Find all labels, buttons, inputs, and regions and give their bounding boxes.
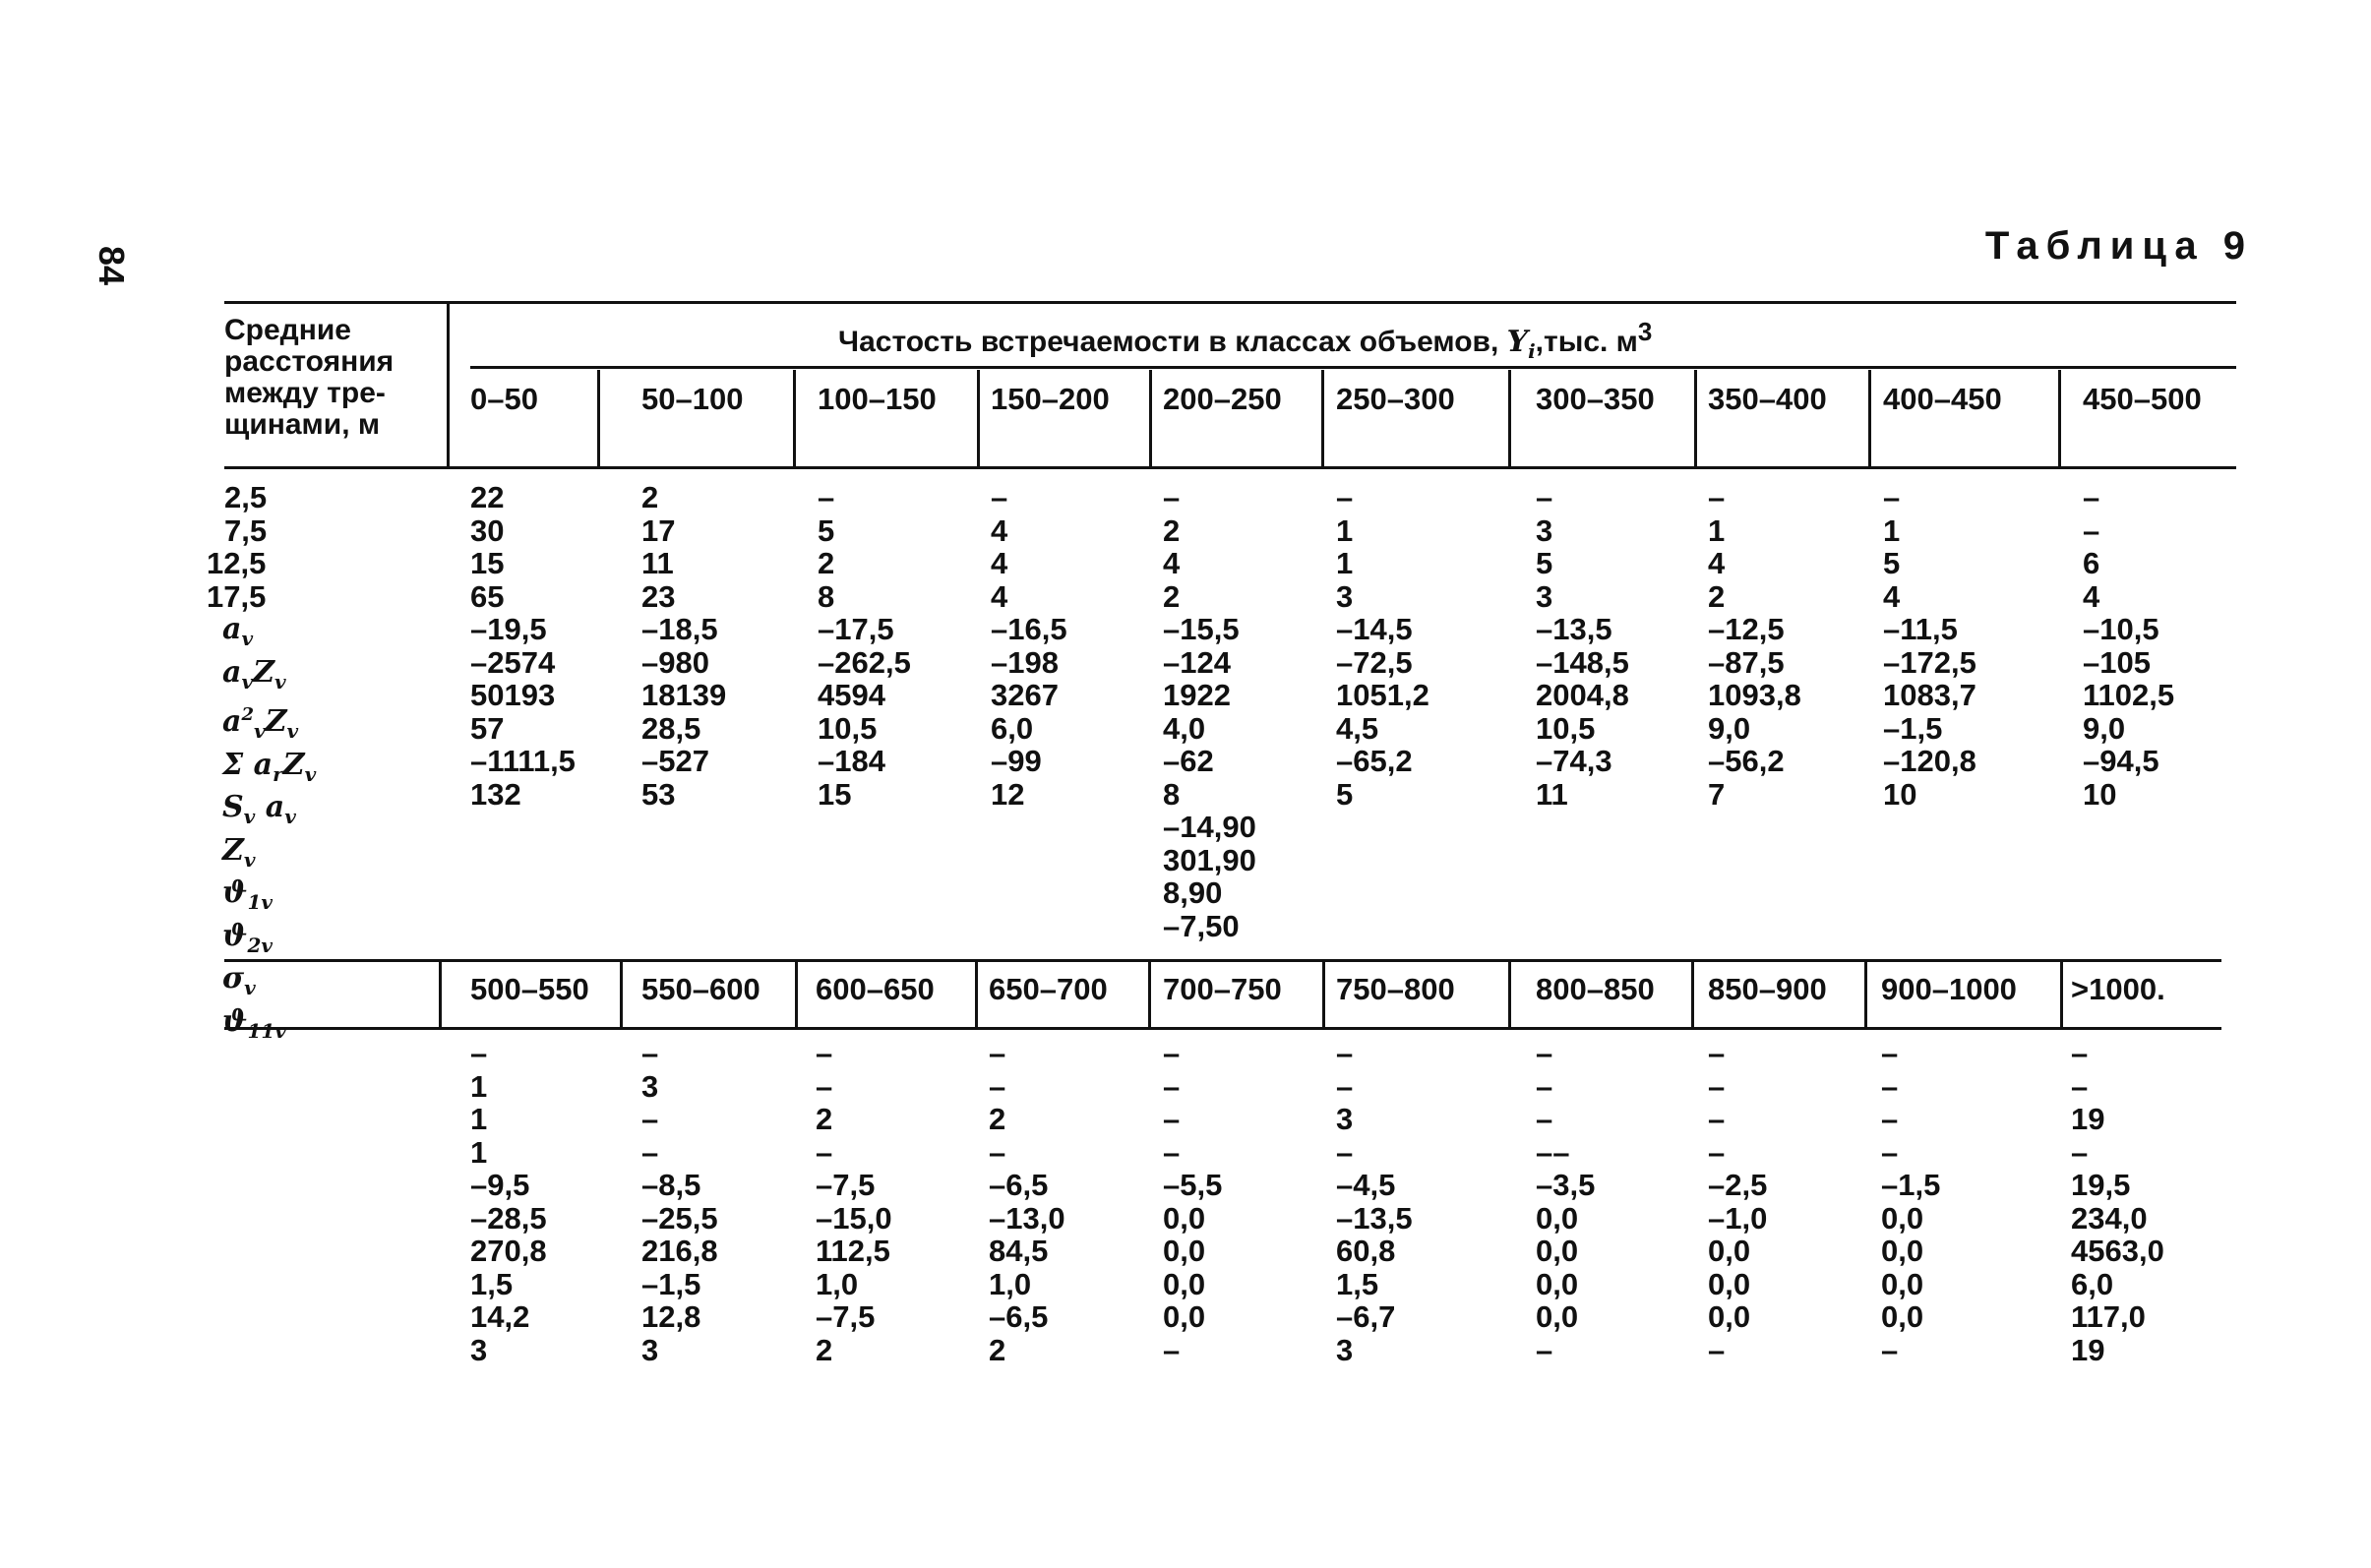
data-column: – – – – –2,5 –1,0 0,0 0,0 0,0 – — [1708, 1036, 1768, 1367]
col-divider — [975, 962, 978, 1027]
data-column: – 1 1 3 –14,5 –72,5 1051,2 4,5 –65,2 5 — [1336, 480, 1429, 812]
symbol-z-v: $Z_v$ — [222, 832, 256, 872]
column-header: 550–600 — [641, 972, 760, 1006]
data-column: – 1 4 2 –12,5 –87,5 1093,8 9,0 –56,2 7 — [1708, 480, 1801, 812]
row-label: 12,5 — [207, 546, 267, 580]
column-header: 400–450 — [1883, 382, 2002, 416]
column-header: 750–800 — [1336, 972, 1455, 1006]
row-label: 2,5 — [224, 480, 268, 514]
symbol-theta-2v: $ϑ_{2v}$ — [222, 918, 274, 957]
column-header: 0–50 — [470, 382, 538, 416]
subheader-rule — [470, 366, 2236, 369]
col-divider — [795, 962, 798, 1027]
data-column: – – – – –5,5 0,0 0,0 0,0 0,0 – — [1163, 1036, 1223, 1367]
symbol-sigma-v: $\sigma_v$ — [222, 961, 256, 999]
col-divider — [1691, 962, 1694, 1027]
group-header-unit: ,тыс. м — [1535, 326, 1638, 358]
col-divider — [1321, 370, 1324, 466]
group-header-main: Частость встречаемости в классах объемов, — [838, 326, 1499, 358]
col-divider — [1694, 370, 1697, 466]
col-divider — [620, 962, 623, 1027]
stub-divider — [447, 301, 450, 466]
col-divider — [1322, 962, 1325, 1027]
data-column: – – 3 – –4,5 –13,5 60,8 1,5 –6,7 3 — [1336, 1036, 1413, 1367]
volume-symbol-sub: i — [1528, 339, 1536, 363]
data-column: – 3 5 3 –13,5 –148,5 2004,8 10,5 –74,3 11 — [1536, 480, 1629, 812]
col-divider — [1508, 962, 1511, 1027]
symbol-labels — [222, 613, 316, 1048]
column-header: 150–200 — [991, 382, 1110, 416]
page-number: 84 — [91, 246, 132, 286]
column-header: 650–700 — [989, 972, 1108, 1006]
column-header: 850–900 — [1708, 972, 1827, 1006]
data-column: – 1 1 1 –9,5 –28,5 270,8 1,5 14,2 3 — [470, 1036, 547, 1367]
block2-header-bottom-rule — [224, 1027, 2221, 1030]
header-bottom-rule — [224, 466, 2236, 469]
data-column: – 2 4 2 –15,5 –124 1922 4,0 –62 8 –14,90 301,90 8,90 –7,50 — [1163, 480, 1256, 943]
symbol-s-v-a-v: $S_v$ $a_v$ — [222, 790, 296, 828]
data-column: – – – – –1,5 0,0 0,0 0,0 0,0 – — [1881, 1036, 1941, 1367]
data-column: 2 17 11 23 –18,5 –980 18139 28,5 –527 53 — [641, 480, 727, 812]
col-divider — [1864, 962, 1867, 1027]
row-label: 7,5 — [224, 513, 268, 548]
data-column: – 4 4 4 –16,5 –198 3267 6,0 –99 12 — [991, 480, 1067, 812]
row-labels — [207, 480, 268, 614]
column-header: 250–300 — [1336, 382, 1455, 416]
data-column: – – 2 – –7,5 –15,0 112,5 1,0 –7,5 2 — [816, 1036, 892, 1367]
col-divider — [1508, 370, 1511, 466]
col-divider — [793, 370, 796, 466]
column-header: 450–500 — [2083, 382, 2202, 416]
symbol-theta-11v: $ϑ_{11v}$ — [222, 1003, 286, 1043]
volume-symbol: Y — [1506, 325, 1529, 359]
data-column: – – 2 – –6,5 –13,0 84,5 1,0 –6,5 2 — [989, 1036, 1065, 1367]
data-column: 22 30 15 65 –19,5 –2574 50193 57 –1111,5 132 — [470, 480, 576, 812]
group-header-exp: 3 — [1637, 317, 1653, 346]
column-header: 700–750 — [1163, 972, 1282, 1006]
row-header: Средние расстояния между тре- щинами, м — [224, 314, 395, 441]
col-divider — [597, 370, 600, 466]
column-header: 200–250 — [1163, 382, 1282, 416]
symbol-sum-a-z: Σ $a_rZ_v$ — [222, 747, 317, 786]
table-title: Таблица 9 — [1984, 224, 2253, 268]
col-divider — [2060, 962, 2063, 1027]
column-header: 800–850 — [1536, 972, 1655, 1006]
column-header: >1000. — [2071, 972, 2165, 1006]
col-divider — [439, 962, 442, 1027]
group-header — [838, 317, 1652, 363]
column-header: 100–150 — [818, 382, 937, 416]
column-header: 350–400 — [1708, 382, 1827, 416]
data-column: – 5 2 8 –17,5 –262,5 4594 10,5 –184 15 — [818, 480, 911, 812]
symbol-a-v-z-v: $a_vZ_v$ — [222, 654, 286, 694]
col-divider — [1148, 962, 1151, 1027]
data-column: – – 19 – 19,5 234,0 4563,0 6,0 117,0 19 — [2071, 1036, 2164, 1367]
symbol-a2-v-z-v: $a^2_vZ_v$ — [222, 704, 299, 743]
column-header: 300–350 — [1536, 382, 1655, 416]
symbol-theta-1v: $ϑ_{1v}$ — [222, 875, 274, 914]
column-header: 500–550 — [470, 972, 589, 1006]
column-header: 900–1000 — [1881, 972, 2017, 1006]
data-column: – – 6 4 –10,5 –105 1102,5 9,0 –94,5 10 — [2083, 480, 2175, 812]
block2-top-rule — [224, 959, 2221, 962]
col-divider — [1149, 370, 1152, 466]
table-top-rule — [224, 301, 2236, 304]
col-divider — [1868, 370, 1871, 466]
data-column: – 1 5 4 –11,5 –172,5 1083,7 –1,5 –120,8 10 — [1883, 480, 1976, 812]
data-column: – 3 – – –8,5 –25,5 216,8 –1,5 12,8 3 — [641, 1036, 718, 1367]
row-label: 17,5 — [207, 578, 267, 614]
column-header: 600–650 — [816, 972, 935, 1006]
data-column: – – – –– –3,5 0,0 0,0 0,0 0,0 – — [1536, 1036, 1596, 1367]
col-divider — [977, 370, 980, 466]
symbol-a-v: $a_v$ — [222, 612, 254, 650]
column-header: 50–100 — [641, 382, 744, 416]
col-divider — [2058, 370, 2061, 466]
